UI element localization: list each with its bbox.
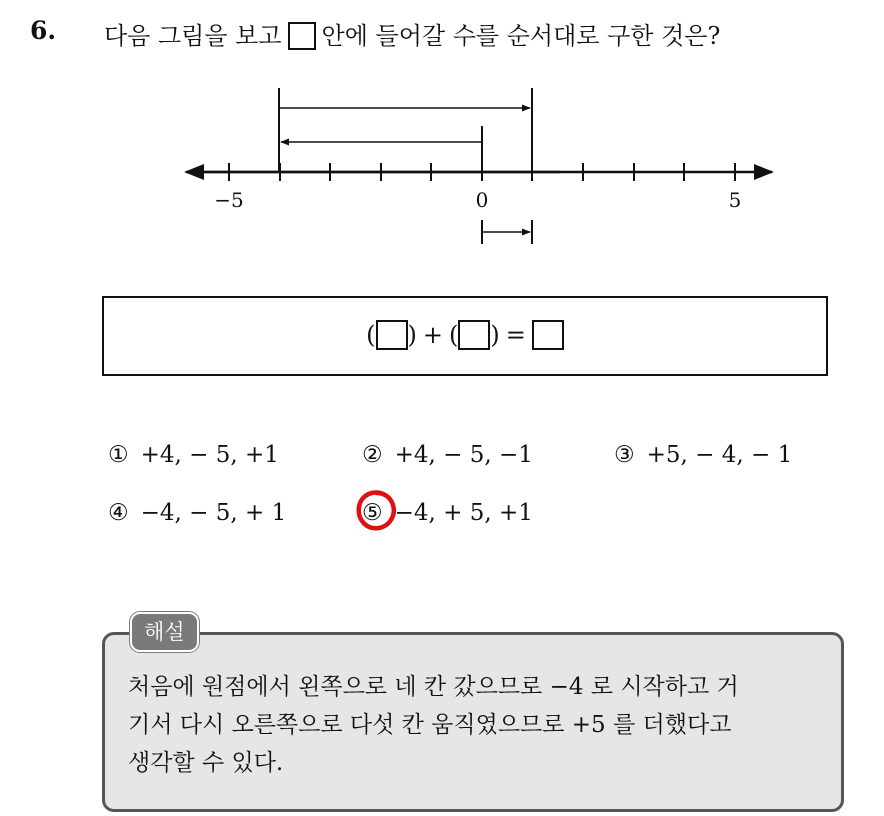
paren-open-2: ( <box>449 321 459 349</box>
choice-value: +4, − 5, −1 <box>394 442 533 468</box>
choice-value: −4, + 5, +1 <box>394 500 533 526</box>
explanation-line-1: 처음에 원점에서 왼쪽으로 네 칸 갔으므로 −4 로 시작하고 거 <box>128 674 739 700</box>
paren-close-1: ) <box>407 321 417 349</box>
choice-marker: ③ <box>614 442 635 468</box>
choice-marker: ① <box>108 442 129 468</box>
choice-marker: ② <box>362 442 383 468</box>
choice-marker: ④ <box>108 500 129 526</box>
explanation-line-3: 생각할 수 있다. <box>128 750 284 776</box>
choice-value: +4, − 5, +1 <box>140 442 279 468</box>
question-text-after: 안에 들어갈 수를 순서대로 구한 것은? <box>321 22 721 50</box>
question-number: 6. <box>30 16 57 45</box>
choice-marker: ⑤ <box>362 500 383 526</box>
equation-box <box>102 296 828 376</box>
blank-box-3 <box>532 320 564 350</box>
question-text-before: 다음 그림을 보고 <box>104 22 282 50</box>
tick-label-0: 0 <box>475 188 489 212</box>
tick-label-5: 5 <box>728 188 742 212</box>
explanation-line-2: 기서 다시 오른쪽으로 다섯 칸 움직였으므로 +5 를 더했다고 <box>128 712 732 738</box>
choice-3[interactable] <box>614 442 792 468</box>
answer-circle-mark <box>354 486 400 536</box>
choice-4[interactable] <box>108 500 286 526</box>
number-line-figure <box>0 0 884 270</box>
equals-sign: = <box>505 321 526 349</box>
choice-1[interactable] <box>108 442 279 468</box>
tick-label-minus5: −5 <box>214 188 244 212</box>
paren-close-2: ) <box>490 321 500 349</box>
choice-value: +5, − 4, − 1 <box>646 442 793 468</box>
equation <box>104 320 826 350</box>
explanation-text <box>128 668 838 782</box>
choice-value: −4, − 5, + 1 <box>140 500 287 526</box>
explanation-title: 해설 <box>130 612 199 652</box>
blank-box-1 <box>376 320 408 350</box>
choice-2[interactable] <box>362 442 533 468</box>
blank-box-2 <box>458 320 490 350</box>
plus-sign: + <box>422 321 443 349</box>
paren-open-1: ( <box>366 321 376 349</box>
